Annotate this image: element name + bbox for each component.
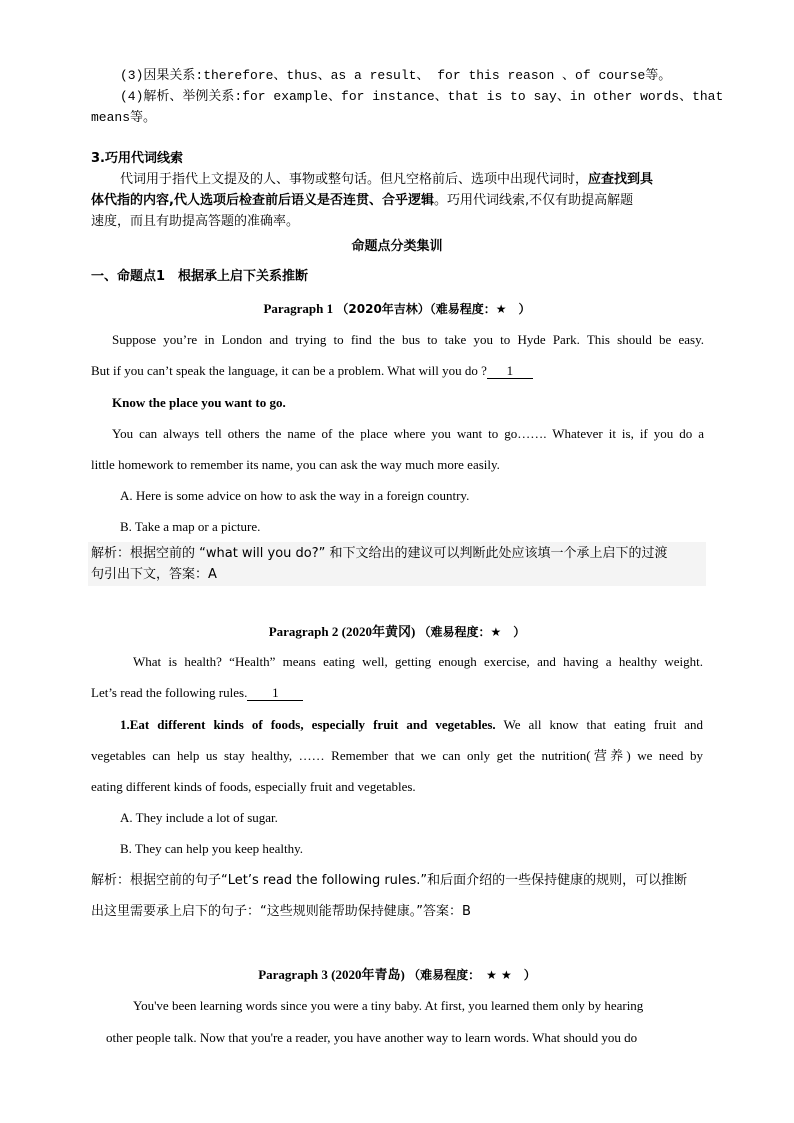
paragraph-3-title-en: Paragraph 3 (2020年青岛) [258, 967, 405, 982]
point-1-heading: 一、命题点1 根据承上启下关系推断 [91, 269, 309, 284]
paragraph-2-title [0, 623, 794, 641]
section-3-heading: 3.巧用代词线索 [91, 151, 183, 166]
intro-item-3: (3)因果关系:therefore、thus、as a result、 for this reason 、of course等。 [120, 68, 672, 83]
paragraph-1-title-cn: （2020年吉林）（难易程度：★ ） [336, 302, 531, 316]
paragraph-2-text-4: eating different kinds of foods, especially fruit and vegetables. [91, 779, 416, 794]
paragraph-1-option-a: A. Here is some advice on how to ask the way in a foreign country. [120, 488, 470, 503]
answer-blank: 1 [487, 364, 533, 379]
paragraph-3-text-2: other people talk. Now that you're a reader, you have another way to learn words. What should you do [106, 1030, 638, 1045]
paragraph-1-question: But if you can’t speak the language, it can be a problem. What will you do ? [91, 363, 487, 378]
paragraph-2-analysis-1: 解析：根据空前的句子“Let’s read the following rules.”和后面介绍的一些保持健康的规则，可以推断 [91, 873, 688, 888]
paragraph-1-text-4: little homework to remember its name, you can ask the way much more easily. [91, 457, 500, 472]
intro-item-4: (4)解析、举例关系:for example、for instance、that is to say、in other words、that [120, 89, 724, 104]
section-3-emphasis: 应查找到具 [588, 172, 654, 187]
paragraph-1-title [0, 300, 794, 318]
paragraph-2-text-3: vegetables can help us stay healthy, …… Remember that we can only get the nutrition(营养) we need by [91, 748, 703, 763]
paragraph-1-analysis-2: 句引出下文，答案：A [91, 567, 217, 582]
paragraph-3-title [0, 966, 794, 984]
paragraph-1-title-en: Paragraph 1 [263, 301, 334, 316]
paragraph-2-option-b: B. They can help you keep healthy. [120, 841, 304, 856]
paragraph-2-rule [120, 716, 703, 734]
paragraph-1-text-3: You can always tell others the name of the place where you want to go……. Whatever it is, if you do a [112, 426, 704, 441]
paragraph-2-lead: Let’s read the following rules. [91, 685, 248, 700]
section-3-line-3: 速度，而且有助提高答题的准确率。 [91, 214, 300, 229]
section-3-text: 。巧用代词线索,不仅有助提高解题 [433, 193, 634, 208]
paragraph-1-text-1: Suppose you’re in London and trying to find the bus to take you to Hyde Park. This should be easy. [112, 332, 704, 347]
paragraph-2-title-cn: （难易程度：★ ） [418, 625, 526, 639]
section-3-line-2 [91, 192, 633, 210]
paragraph-1-analysis-1: 解析：根据空前的 “what will you do?” 和下文给出的建议可以判断此处应该填一个承上启下的过渡 [91, 546, 668, 561]
paragraph-3-text-1: You've been learning words since you were a tiny baby. At first, you learned them only by hearing [133, 998, 644, 1013]
paragraph-2-rule-bold: 1.Eat different kinds of foods, especially fruit and vegetables. [120, 717, 496, 732]
section-3-line-1 [120, 171, 653, 189]
intro-item-4-cont: means等。 [91, 110, 157, 125]
paragraph-2-analysis-2: 出这里需要承上启下的句子：“这些规则能帮助保持健康。”答案：B [91, 904, 471, 919]
paragraph-2-text-1: What is health? “Health” means eating well, getting enough exercise, and having a healthy weight. [133, 654, 703, 669]
paragraph-1-subhead: Know the place you want to go. [112, 395, 286, 410]
paragraph-2-option-a: A. They include a lot of sugar. [120, 810, 278, 825]
training-title: 命题点分类集训 [351, 239, 443, 254]
paragraph-3-title-cn: （难易程度： ★ ★ ） [408, 968, 536, 982]
paragraph-1-text-2 [91, 362, 533, 380]
paragraph-2-rule-rest: We all know that eating fruit and [495, 717, 703, 732]
section-3-emphasis: 体代指的内容,代人选项后检查前后语义是否连贯、合乎逻辑 [91, 193, 434, 208]
paragraph-1-option-b: B. Take a map or a picture. [120, 519, 261, 534]
section-3-text: 代词用于指代上文提及的人、事物或整句话。但凡空格前后、选项中出现代词时， [120, 172, 589, 187]
paragraph-2-text-2 [91, 684, 303, 702]
paragraph-2-title-en: Paragraph 2 (2020年黄冈) [268, 624, 416, 639]
answer-blank: 1 [247, 686, 303, 701]
